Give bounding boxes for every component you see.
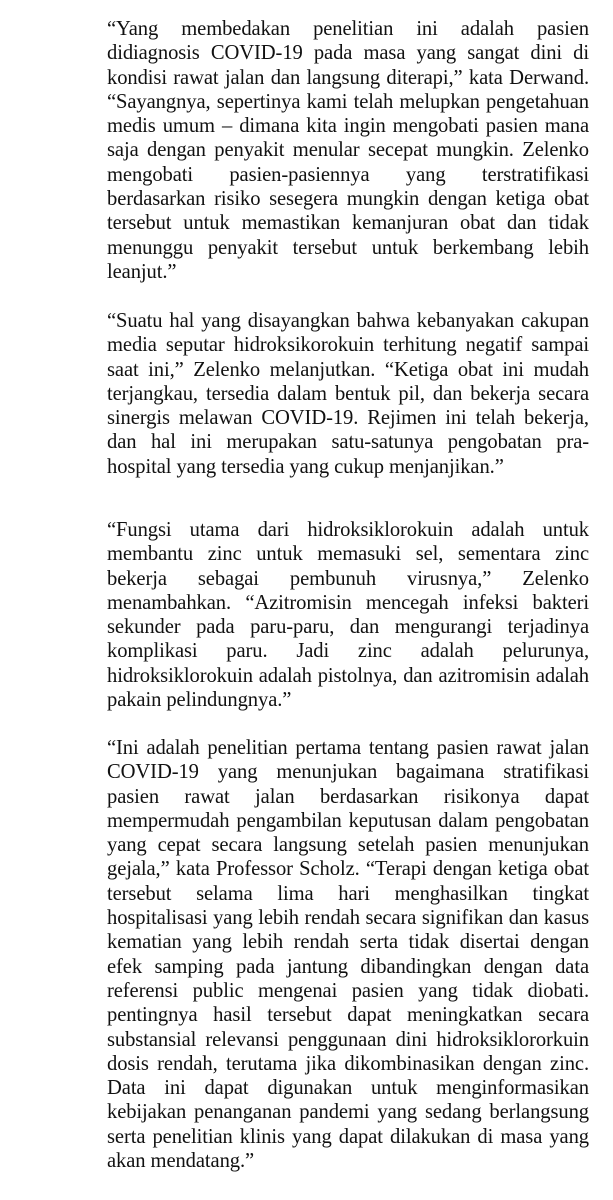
paragraph-1: “Yang membedakan penelitian ini adalah pasien didiagnosis COVID-19 pada masa yang sangat dini di kondisi rawat jalan dan langsung diterapi,” kata Derwand. “Sayangnya, sepertinya kami telah melupkan pengetahuan medis umum – dimana kita ingin mengobati pasien mana saja dengan penyakit menular secepat mungkin. Zelenko mengobati pasien-pasiennya yang terstratifikasi berdasarkan risiko sesegera mungkin dengan ketiga obat tersebut untuk memastikan kemanjuran obat dan tidak menunggu penyakit tersebut untuk berkembang lebih leanjut.” [107,18,589,283]
paragraph-2: “Suatu hal yang disayangkan bahwa kebanyakan cakupan media seputar hidroksikorokuin terhitung negatif sampai saat ini,” Zelenko melanjutkan. “Ketiga obat ini mudah terjangkau, tersedia dalam bentuk pil, dan bekerja secara sinergis melawan COVID-19. Rejimen ini telah bekerja, dan hal ini merupakan satu-satunya pengobatan pra-hospital yang tersedia yang cukup menjanjikan.” [107,310,589,478]
paragraph-4: “Ini adalah penelitian pertama tentang pasien rawat jalan COVID-19 yang menunjukan bagaimana stratifikasi pasien rawat jalan berdasarkan risikonya dapat mempermudah pengambilan keputusan dalam pengobatan yang cepat secara langsung setelah pasien menunjukan gejala,” kata Professor Scholz. “Terapi dengan ketiga obat tersebut selama lima hari menghasilkan tingkat hospitalisasi yang lebih rendah secara signifikan dan kasus kematian yang lebih rendah serta tidak disertai dengan efek samping pada jantung dibandingkan dengan data referensi public mengenai pasien yang tidak diobati. pentingnya hasil tersebut dapat meningkatkan secara substansial relevansi penggunaan dini hidroksiklororkuin dosis rendah, terutama jika dikombinasikan dengan zinc. Data ini dapat digunakan untuk menginformasikan kebijakan penanganan pandemi yang sedang berlangsung serta penelitian klinis yang dapat dilakukan di masa yang akan mendatang.” [107,737,589,1173]
paragraph-3: “Fungsi utama dari hidroksiklorokuin adalah untuk membantu zinc untuk memasuki sel, sementara zinc bekerja sebagai pembunuh virusnya,” Zelenko menambahkan. “Azitromisin mencegah infeksi bakteri sekunder pada paru-paru, dan mengurangi terjadinya komplikasi paru. Jadi zinc adalah pelurunya, hidroksiklorokuin adalah pistolnya, dan azitromisin adalah pakain pelindungnya.” [107,519,589,712]
